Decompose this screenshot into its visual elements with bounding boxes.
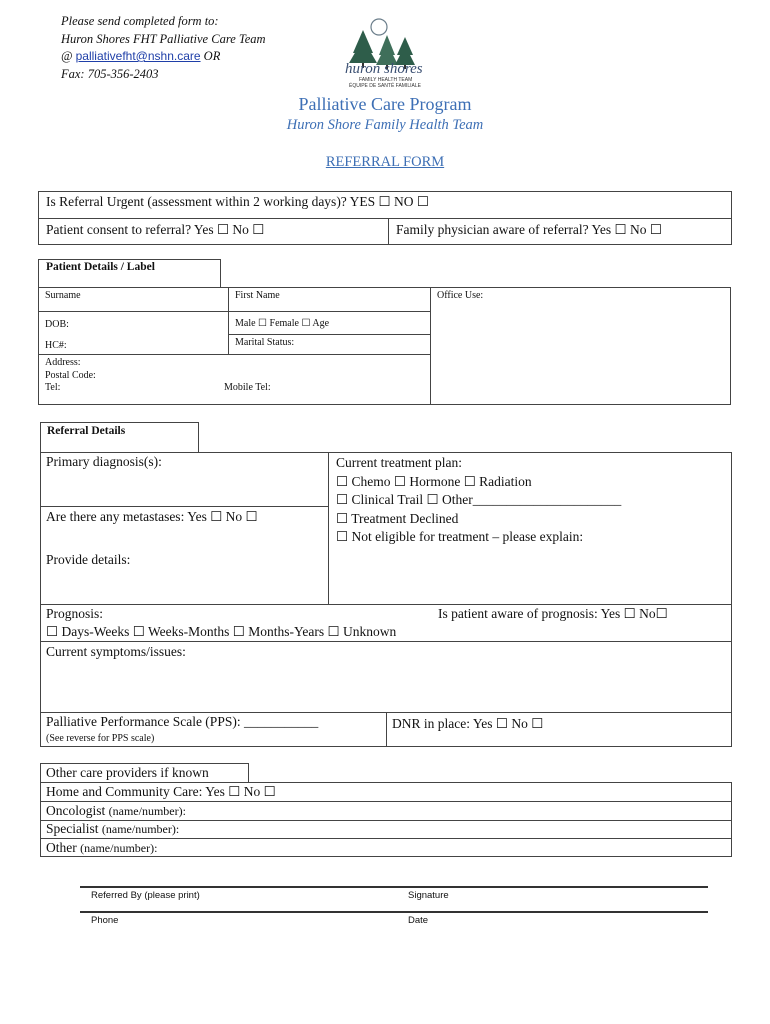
primary-diagnosis-label[interactable]: Primary diagnosis(s): (46, 454, 162, 469)
email-link[interactable]: palliativefht@nshn.care (75, 49, 201, 63)
referred-by-label[interactable]: Referred By (please print) (91, 890, 200, 901)
specialist-label: Specialist (46, 821, 99, 836)
first-name-label[interactable]: First Name (235, 290, 280, 301)
phone-label[interactable]: Phone (91, 915, 119, 926)
prognosis-label: Prognosis: (46, 606, 104, 621)
referral-details-heading: Referral Details (47, 425, 126, 437)
address-block[interactable] (45, 357, 96, 395)
consent-question[interactable]: Patient consent to referral? Yes ☐ No ☐ (46, 222, 265, 237)
other-field[interactable] (46, 840, 157, 856)
oncologist-label: Oncologist (46, 803, 106, 818)
provide-details-label[interactable]: Provide details: (46, 552, 131, 567)
address-label: Address: (45, 357, 81, 368)
date-label[interactable]: Date (408, 915, 429, 926)
other-hint: (name/number): (80, 841, 158, 855)
oncologist-field[interactable] (46, 803, 186, 819)
program-subtitle: Huron Shore Family Health Team (286, 117, 484, 133)
signature-line-1 (80, 886, 708, 888)
oncologist-hint: (name/number): (108, 804, 186, 818)
current-symptoms-label[interactable]: Current symptoms/issues: (46, 644, 186, 659)
specialist-hint: (name/number): (101, 822, 180, 836)
fax-number: Fax: 705-356-2403 (61, 66, 159, 81)
dnr-question[interactable]: DNR in place: Yes ☐ No ☐ (392, 716, 544, 731)
providers-heading: Other care providers if known (46, 765, 209, 780)
dob-label[interactable]: DOB: (45, 319, 69, 330)
logo-line2: ÉQUIPE DE SANTÉ FAMILIALE (349, 83, 421, 89)
marital-status-label[interactable]: Marital Status: (235, 337, 295, 348)
metastases-question[interactable]: Are there any metastases: Yes ☐ No ☐ (46, 509, 258, 524)
home-care-question[interactable]: Home and Community Care: Yes ☐ No ☐ (46, 784, 276, 799)
treatment-options-2[interactable]: ☐ Clinical Trail ☐ Other______________________ (336, 492, 622, 508)
email-prefix: @ (61, 49, 73, 63)
physician-aware-question[interactable]: Family physician aware of referral? Yes ☐ No ☐ (396, 222, 663, 237)
form-title: REFERRAL FORM (325, 154, 445, 170)
surname-label[interactable]: Surname (45, 290, 81, 301)
office-use-label: Office Use: (437, 290, 484, 301)
tel-label: Tel: (45, 382, 61, 393)
postal-code-label: Postal Code: (45, 369, 96, 381)
logo-wordmark: huron shores (345, 61, 423, 77)
signature-line-2 (80, 911, 708, 913)
other-label: Other (46, 840, 77, 855)
pps-label[interactable]: Palliative Performance Scale (PPS): ___________ (46, 714, 319, 729)
mobile-tel-label[interactable]: Mobile Tel: (224, 382, 271, 393)
signature-label[interactable]: Signature (408, 890, 449, 901)
send-instructions (61, 13, 266, 83)
logo-line1: FAMILY HEALTH TEAM (359, 77, 413, 83)
send-to-text: Please send completed form to: (61, 14, 219, 28)
specialist-field[interactable] (46, 821, 179, 837)
treatment-options-1[interactable]: ☐ Chemo ☐ Hormone ☐ Radiation (336, 473, 532, 489)
sex-age-label[interactable]: Male ☐ Female ☐ Age (235, 318, 330, 329)
email-line (61, 48, 266, 66)
treatment-plan[interactable] (336, 454, 621, 547)
pps-note: (See reverse for PPS scale) (46, 733, 155, 744)
hc-number-label[interactable]: HC#: (45, 340, 67, 351)
program-title: Palliative Care Program (298, 94, 472, 114)
email-suffix: OR (203, 49, 221, 63)
huron-shores-logo (335, 15, 435, 93)
prognosis-options[interactable]: ☐ Days-Weeks ☐ Weeks-Months ☐ Months-Years ☐ Unknown (46, 624, 397, 639)
treatment-title: Current treatment plan: (336, 455, 462, 470)
prognosis-aware-question[interactable]: Is patient aware of prognosis: Yes ☐ No☐ (438, 606, 668, 621)
treatment-not-eligible[interactable]: ☐ Not eligible for treatment – please explain: (336, 529, 584, 545)
team-name: Huron Shores FHT Palliative Care Team (61, 31, 266, 46)
patient-details-heading: Patient Details / Label (46, 261, 155, 273)
patient-details-box (38, 287, 731, 405)
urgent-question[interactable]: Is Referral Urgent (assessment within 2 working days)? YES ☐ NO ☐ (46, 194, 430, 209)
treatment-declined[interactable]: ☐ Treatment Declined (336, 510, 459, 526)
